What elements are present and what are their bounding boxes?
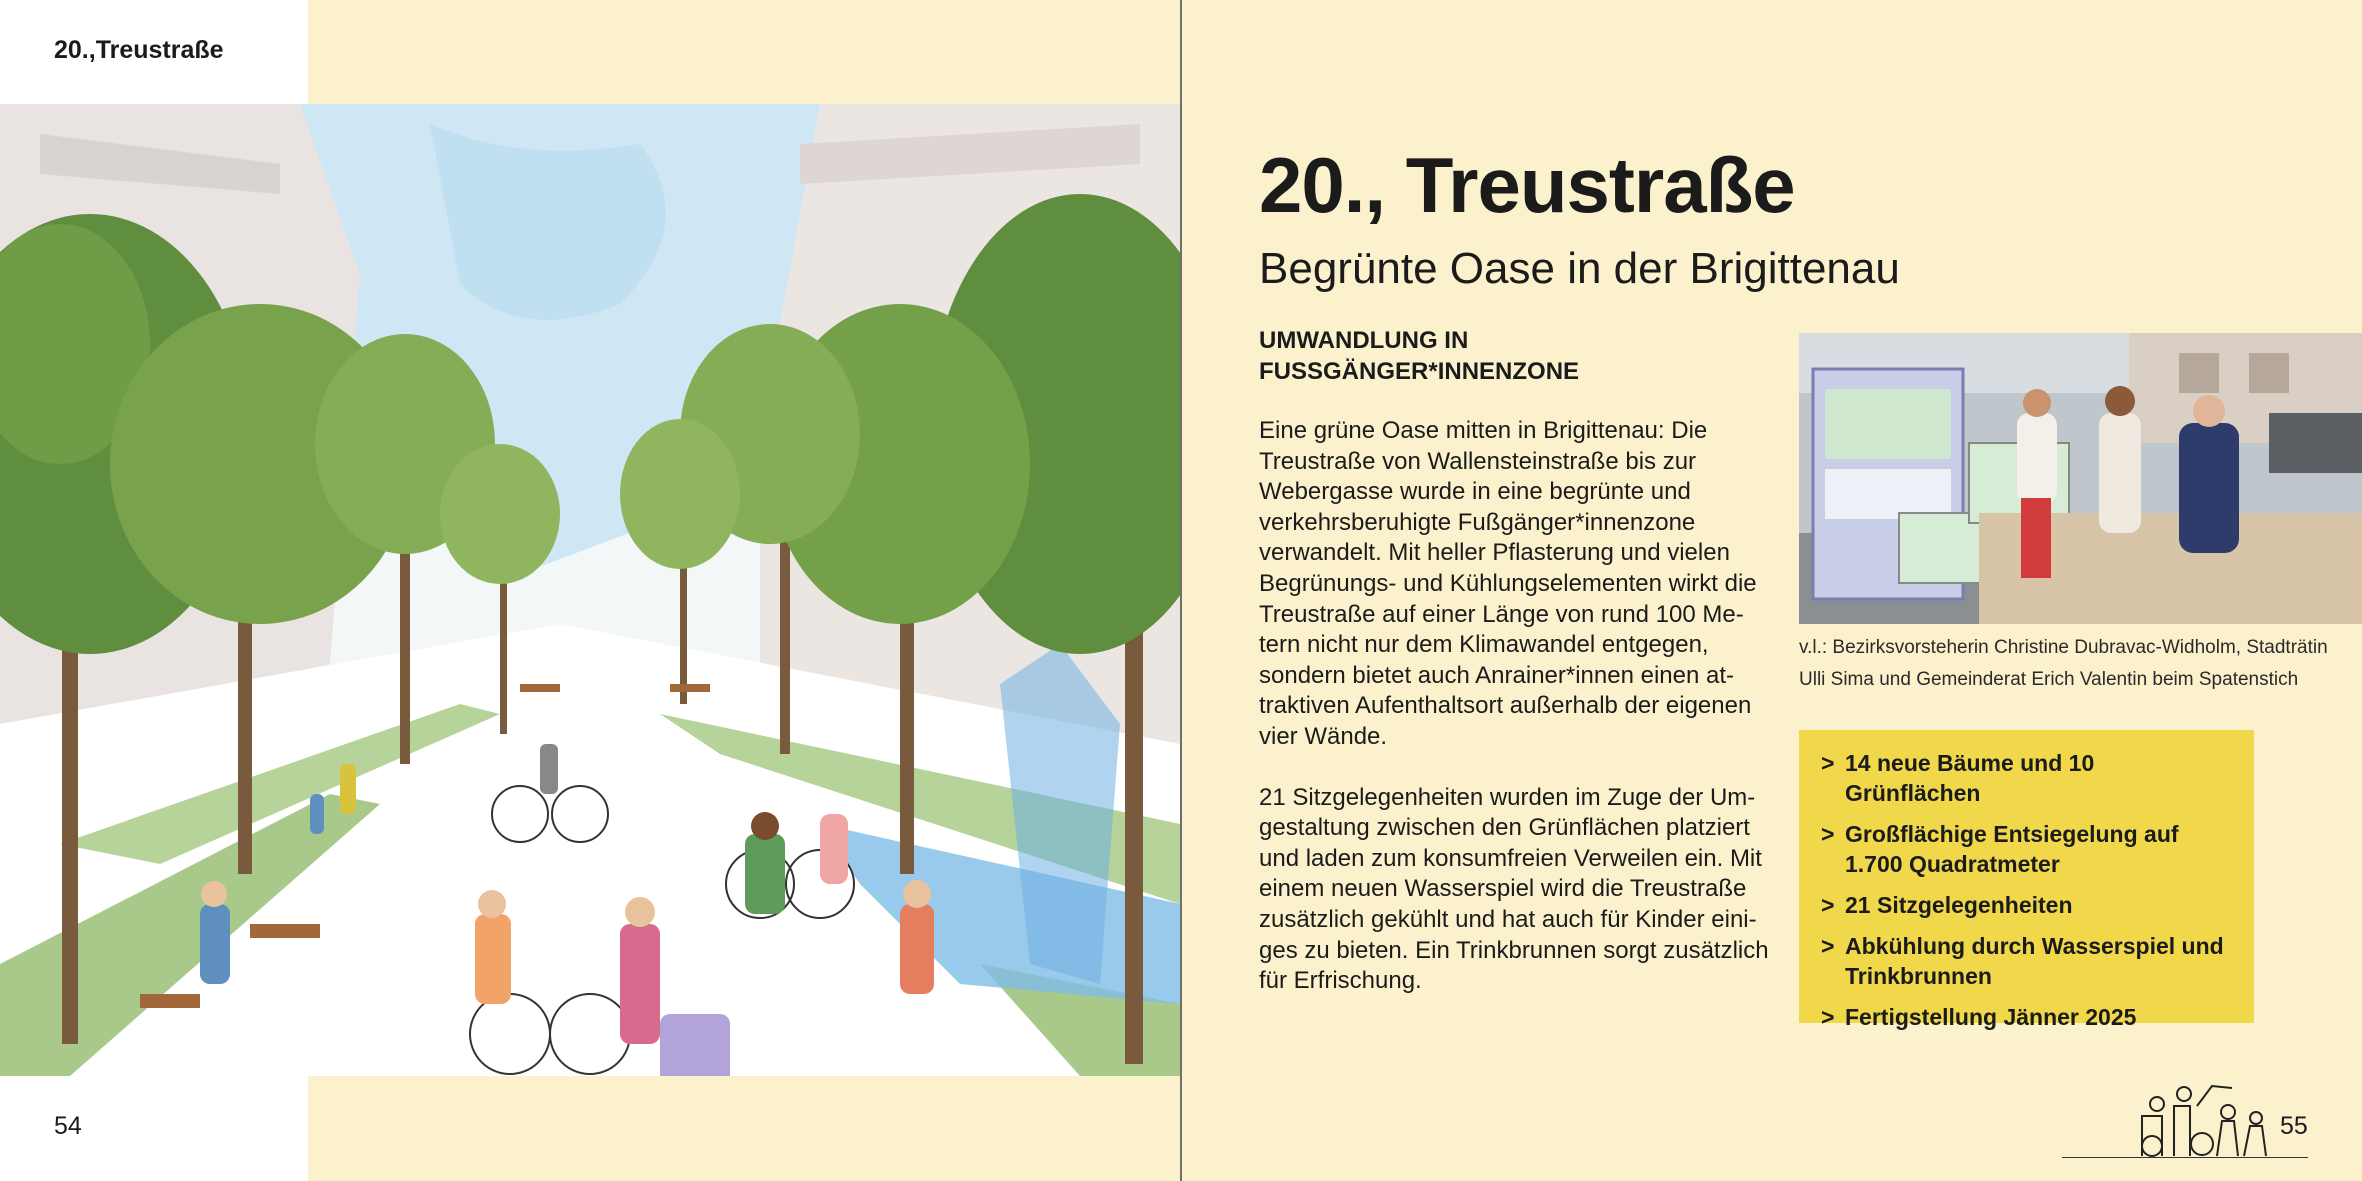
kicker-line-2: FUSSGÄNGER*INNENZONE — [1259, 358, 1580, 385]
paragraph-1: Eine grüne Oase mitten in Brigittenau: Die Treustraße von Wallensteinstraße bis zur Webergasse wurde in eine begrünte und verkehrsberuhigte Fußgänger*innenzone verwandelt. Mit heller Pflasterung und vielen Begrünungs- und Kühlungselementen wirkt die Treustraße auf einer Länge von rund 100 Metern nicht nur dem Klimawandel entgegen, sondern bietet auch Anrainer*innen einen attraktiven Aufenthaltsort außerhalb der eigenen vier Wände. — [1259, 417, 1757, 750]
body-text — [1259, 416, 1771, 1027]
running-header-tab — [0, 0, 308, 104]
key-facts-list — [1821, 748, 2236, 1032]
people-sketch-icon — [2122, 1076, 2272, 1158]
fact-item: > Abkühlung durch Wasserspiel und Trinkbrunnen — [1821, 933, 2224, 989]
chevron-right-icon: > — [1821, 1004, 1835, 1030]
section-kicker — [1259, 325, 1679, 387]
key-facts-box — [1799, 730, 2254, 1030]
paragraph-2: 21 Sitzgelegenheiten wurden im Zuge der Umgestaltung zwischen den Grünflächen platziert und laden zum konsumfreien Verweilen ein. Mit einem neuen Wasserspiel wird die Treustraße zusätzlich gekühlt und hat auch für Kinder einiges zu bieten. Ein Trinkbrunnen sorgt zusätzlich für Erfrischung. — [1259, 783, 1769, 995]
page-number-left: 54 — [54, 1112, 82, 1140]
footer-rule — [2062, 1157, 2308, 1158]
street-illustration — [0, 104, 1180, 1076]
kicker-line-1: UMWANDLUNG IN — [1259, 327, 1469, 354]
left-page — [0, 0, 1180, 1181]
page-number-right: 55 — [2280, 1112, 2308, 1140]
page-number-tab-left — [0, 1076, 308, 1181]
chevron-right-icon: > — [1821, 933, 1835, 959]
fact-item: > 21 Sitzgelegenheiten — [1821, 892, 2073, 918]
chevron-right-icon: > — [1821, 892, 1835, 918]
fact-item: > Großflächige Entsiegelung auf 1.700 Quadratmeter — [1821, 821, 2179, 877]
right-page — [1182, 0, 2362, 1181]
fact-item: > Fertigstellung Jänner 2025 — [1821, 1004, 2137, 1030]
page-title: 20., Treustraße — [1259, 141, 1795, 229]
groundbreaking-photo — [1799, 333, 2362, 624]
chevron-right-icon: > — [1821, 750, 1835, 776]
chevron-right-icon: > — [1821, 821, 1835, 847]
photo-caption: v.l.: Bezirksvorsteherin Christine Dubravac-Widholm, Stadträtin Ulli Sima und Gemeinderat Erich Valentin beim Spatenstich — [1799, 637, 2328, 690]
page-subtitle: Begrünte Oase in der Brigittenau — [1259, 244, 1900, 293]
fact-item: > 14 neue Bäume und 10 Grünflächen — [1821, 750, 2095, 806]
running-header: 20.,Treustraße — [54, 36, 224, 64]
